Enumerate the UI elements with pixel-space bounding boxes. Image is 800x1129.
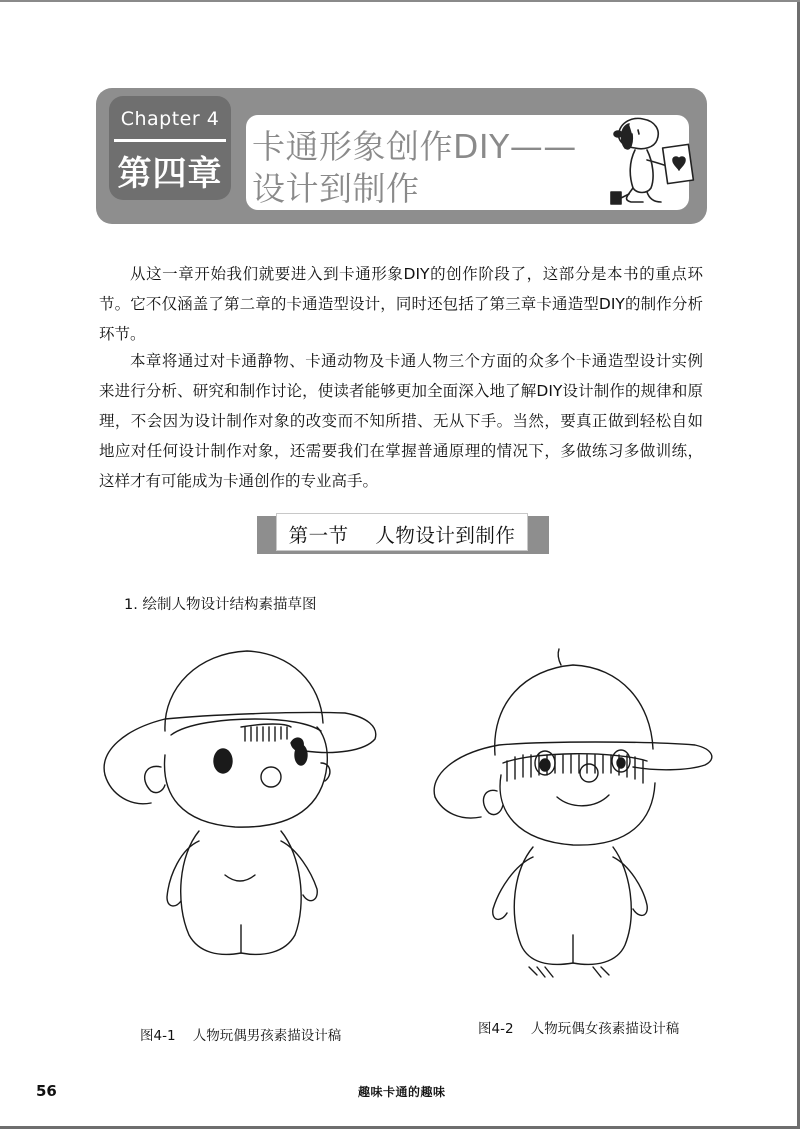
boy-doll-sketch (95, 635, 385, 980)
top-rule (0, 0, 800, 2)
figure-caption-1: 图4-1 人物玩偶男孩素描设计稿 (140, 1028, 342, 1044)
girl-doll-sketch (425, 645, 715, 985)
chapter-label-divider (114, 139, 226, 142)
section-heading: 第一节 人物设计到制作 (288, 524, 516, 547)
step-title: 1. 绘制人物设计结构素描草图 (124, 597, 317, 613)
chapter-title-line1: 卡通形象创作DIY—— (252, 127, 577, 166)
body-paragraph-1: 从这一章开始我们就要进入到卡通形象DIY的创作阶段了，这部分是本书的重点环节。它不仅涵盖了第二章的卡通造型设计，同时还包括了第三章卡通造型DIY的制作分析环节。 (99, 265, 703, 343)
chapter-label-cn: 第四章 (117, 154, 223, 194)
footer-book-title: 趣味卡通的趣味 (358, 1085, 446, 1099)
figure-caption-2: 图4-2 人物玩偶女孩素描设计稿 (478, 1021, 680, 1037)
page-number: 56 (36, 1082, 57, 1100)
chapter-label-en: Chapter 4 (120, 108, 220, 130)
chapter-title-line2: 设计到制作 (252, 169, 420, 208)
cartoon-dog-illustration (605, 110, 697, 212)
body-paragraph-2: 本章将通过对卡通静物、卡通动物及卡通人物三个方面的众多个卡通造型设计实例来进行分析、研究和制作讨论，使读者能够更加全面深入地了解DIY设计制作的规律和原理，不会因为设计制作对象的改变而不知所措、无从下手。当然，要真正做到轻松自如地应对任何设计制作对象，还需要我们在掌握普通原理的情况下，多做练习多做训练，这样才有可能成为卡通创作的专业高手。 (99, 352, 703, 490)
